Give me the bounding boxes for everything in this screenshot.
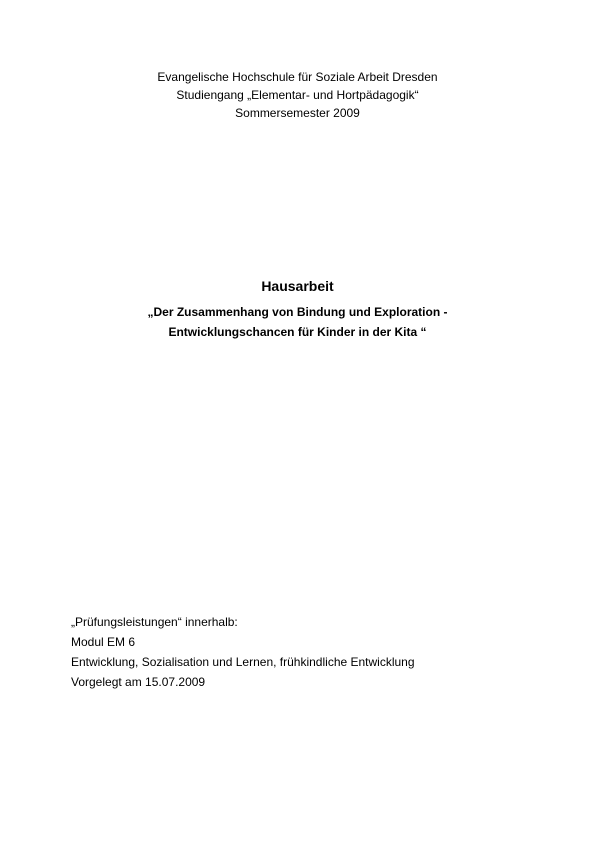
module-code: Modul EM 6 (71, 635, 136, 649)
cover-title-block (0, 276, 595, 342)
module-topic: Entwicklung, Sozialisation und Lernen, frühkindliche Entwicklung (71, 655, 415, 669)
exam-context: „Prüfungsleistungen“ innerhalb: (71, 615, 238, 629)
study-program: Studiengang „Elementar- und Hortpädagogik“ (176, 88, 419, 102)
institution-name: Evangelische Hochschule für Soziale Arbeit Dresden (157, 70, 438, 84)
cover-footer (71, 612, 551, 692)
submission-date: Vorgelegt am 15.07.2009 (71, 675, 206, 689)
document-type: Hausarbeit (261, 278, 334, 294)
cover-header (0, 68, 595, 122)
document-title-line-2: Entwicklungschancen für Kinder in der Kita “ (168, 325, 427, 339)
semester: Sommersemester 2009 (235, 106, 360, 120)
document-title-line-1: „Der Zusammenhang von Bindung und Exploration - (147, 305, 448, 319)
